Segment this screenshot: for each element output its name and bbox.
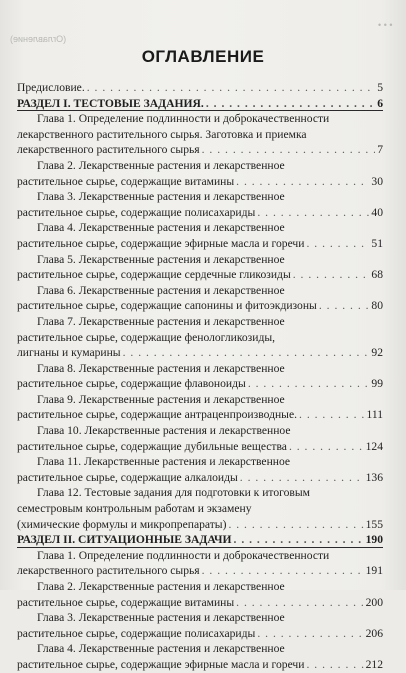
toc-entry-title: лекарственного растительного сырья. Заготовка и приемка xyxy=(17,127,307,141)
toc-line xyxy=(17,345,383,361)
toc-entry-title: Глава 4. Лекарственные растения и лекарственное xyxy=(37,642,285,656)
toc-page-number: 111 xyxy=(366,408,383,422)
leader-dots xyxy=(257,205,369,221)
toc-line xyxy=(17,205,383,221)
toc-part-entry xyxy=(17,532,383,548)
toc-line xyxy=(17,407,383,423)
leader-dots xyxy=(87,80,375,96)
toc-line xyxy=(17,439,383,455)
toc-line xyxy=(17,485,383,501)
toc-entry xyxy=(17,189,383,220)
table-of-contents xyxy=(17,80,383,673)
leader-dots xyxy=(236,595,363,611)
toc-entry-title: растительное сырье, содержащие фенологликозиды, xyxy=(17,330,276,344)
toc-entry-title: Глава 12. Тестовые задания для подготовки к итоговым xyxy=(37,486,310,500)
toc-line xyxy=(17,283,383,299)
toc-entry-title: растительное сырье, содержащие эфирные масла и горечи xyxy=(17,236,305,250)
toc-line xyxy=(17,220,383,236)
leader-dots xyxy=(306,657,363,673)
toc-entry-title: Глава 8. Лекарственные растения и лекарственное xyxy=(37,361,285,375)
toc-line xyxy=(17,517,383,533)
leader-dots xyxy=(228,517,363,533)
toc-entry xyxy=(17,641,383,672)
toc-entry-title: растительное сырье, содержащие витамины xyxy=(17,174,235,188)
toc-entry-title: Глава 11. Лекарственные растения и лекарственное xyxy=(37,455,291,469)
leader-dots xyxy=(293,267,370,283)
toc-entry-title: Глава 10. Лекарственные растения и лекарственное xyxy=(37,424,291,438)
toc-entry-title: лигнаны и кумарины xyxy=(17,346,121,360)
leader-dots xyxy=(236,174,369,190)
toc-line xyxy=(17,314,383,330)
leader-dots xyxy=(234,532,364,548)
toc-page-number: 136 xyxy=(365,470,383,484)
toc-entry-title: растительное сырье, содержащие витамины xyxy=(17,595,235,609)
toc-entry-title: Глава 4. Лекарственные растения и лекарственное xyxy=(37,221,285,235)
toc-entry-title: растительное сырье, содержащие сапонины и фитоэкдизоны xyxy=(17,299,317,313)
toc-page-number: 51 xyxy=(371,236,383,250)
toc-line xyxy=(17,532,383,548)
toc-entry-title: Глава 1. Определение подлинности и доброкачественности xyxy=(37,112,330,126)
leader-dots xyxy=(248,376,370,392)
toc-entry xyxy=(17,252,383,283)
toc-entry-title: Глава 3. Лекарственные растения и лекарственное xyxy=(37,190,285,204)
bleed-through-marks: • • • xyxy=(377,20,392,30)
toc-entry-title: лекарственного растительного сырья xyxy=(17,143,200,157)
toc-entry-title: Глава 9. Лекарственные растения и лекарственное xyxy=(37,392,285,406)
toc-entry xyxy=(17,579,383,610)
toc-line xyxy=(17,454,383,470)
toc-line xyxy=(17,267,383,283)
toc-page-number: 124 xyxy=(365,439,383,453)
toc-line xyxy=(17,501,383,517)
toc-page-number: 190 xyxy=(365,533,383,547)
toc-page-number: 6 xyxy=(377,96,383,110)
toc-entry-title: Предисловие. xyxy=(17,81,85,94)
leader-dots xyxy=(299,407,364,423)
toc-entry xyxy=(17,610,383,641)
toc-line xyxy=(17,657,383,673)
toc-entry xyxy=(17,314,383,361)
toc-line xyxy=(17,423,383,439)
toc-line xyxy=(17,361,383,377)
toc-page-number: 200 xyxy=(365,595,383,609)
toc-line xyxy=(17,376,383,392)
toc-line xyxy=(17,579,383,595)
toc-page-number: 92 xyxy=(371,346,383,360)
leader-dots xyxy=(306,236,369,252)
toc-entry-title: Глава 6. Лекарственные растения и лекарственное xyxy=(37,283,285,297)
toc-line xyxy=(17,189,383,205)
toc-page-number: 155 xyxy=(365,517,383,531)
toc-entry-title: растительное сырье, содержащие полисахариды xyxy=(17,205,256,219)
toc-entry xyxy=(17,454,383,485)
leader-dots xyxy=(206,96,375,112)
toc-entry-title: Глава 3. Лекарственные растения и лекарственное xyxy=(37,611,285,625)
leader-dots xyxy=(202,142,376,158)
toc-page-number: 80 xyxy=(371,299,383,313)
toc-line xyxy=(17,563,383,579)
toc-line xyxy=(17,641,383,657)
toc-line xyxy=(17,174,383,190)
toc-line xyxy=(17,127,383,143)
toc-entry xyxy=(17,80,383,96)
leader-dots xyxy=(319,298,370,314)
toc-line xyxy=(17,80,383,96)
toc-page-number: 30 xyxy=(371,174,383,188)
toc-line xyxy=(17,252,383,268)
toc-line xyxy=(17,96,383,112)
toc-entry xyxy=(17,220,383,251)
toc-page-number: 68 xyxy=(371,268,383,282)
toc-entry-title: растительное сырье, содержащие антраценпроизводные. xyxy=(17,408,298,422)
toc-line xyxy=(17,626,383,642)
toc-entry-title: РАЗДЕЛ I. ТЕСТОВЫЕ ЗАДАНИЯ. xyxy=(17,96,204,110)
toc-entry xyxy=(17,485,383,532)
toc-page-number: 206 xyxy=(365,626,383,640)
toc-page-number: 212 xyxy=(365,657,383,671)
toc-page-number: 99 xyxy=(371,377,383,391)
toc-part-entry xyxy=(17,96,383,112)
toc-entry xyxy=(17,361,383,392)
leader-dots xyxy=(257,626,363,642)
toc-line xyxy=(17,595,383,611)
toc-entry xyxy=(17,548,383,579)
toc-entry-title: Глава 1. Определение подлинности и доброкачественности xyxy=(37,548,330,562)
toc-entry-title: Глава 2. Лекарственные растения и лекарственное xyxy=(37,158,285,172)
toc-page-number: 5 xyxy=(377,81,383,94)
leader-dots xyxy=(123,345,370,361)
toc-entry xyxy=(17,158,383,189)
toc-entry-title: лекарственного растительного сырья xyxy=(17,564,200,578)
toc-entry-title: Глава 7. Лекарственные растения и лекарственное xyxy=(37,314,285,328)
toc-entry-title: Глава 2. Лекарственные растения и лекарственное xyxy=(37,580,285,593)
toc-line xyxy=(17,236,383,252)
toc-entry xyxy=(17,423,383,454)
toc-line xyxy=(17,470,383,486)
toc-entry-title: растительное сырье, содержащие полисахариды xyxy=(17,626,256,640)
toc-line xyxy=(17,158,383,174)
bleed-through-text: (Оглавление) xyxy=(10,34,67,44)
toc-page-number: 40 xyxy=(371,205,383,219)
toc-line xyxy=(17,298,383,314)
toc-entry xyxy=(17,111,383,158)
toc-entry-title: (химические формулы и микропрепараты) xyxy=(17,517,227,531)
toc-page-number: 7 xyxy=(377,143,383,157)
toc-heading: ОГЛАВЛЕНИЕ xyxy=(141,47,265,66)
toc-line xyxy=(17,111,383,127)
leader-dots xyxy=(289,439,364,455)
toc-entry-title: растительное сырье, содержащие сердечные гликозиды xyxy=(17,268,291,282)
toc-entry-title: растительное сырье, содержащие алкалоиды xyxy=(17,470,238,484)
toc-entry-title: растительное сырье, содержащие эфирные масла и горечи xyxy=(17,657,305,671)
toc-entry xyxy=(17,392,383,423)
toc-line xyxy=(17,330,383,346)
leader-dots xyxy=(202,563,364,579)
toc-entry-title: растительное сырье, содержащие флавоноиды xyxy=(17,377,246,391)
toc-line xyxy=(17,142,383,158)
toc-entry-title: семестровым контрольным работам и экзамену xyxy=(17,502,252,516)
toc-entry-title: растительное сырье, содержащие дубильные вещества xyxy=(17,439,287,453)
toc-line xyxy=(17,610,383,626)
toc-entry-title: Глава 5. Лекарственные растения и лекарственное xyxy=(37,252,285,266)
toc-entry-title: РАЗДЕЛ II. СИТУАЦИОННЫЕ ЗАДАЧИ xyxy=(17,533,232,547)
toc-line xyxy=(17,548,383,564)
toc-entry xyxy=(17,283,383,314)
toc-page-number: 191 xyxy=(365,564,383,578)
leader-dots xyxy=(240,470,364,486)
toc-line xyxy=(17,392,383,408)
